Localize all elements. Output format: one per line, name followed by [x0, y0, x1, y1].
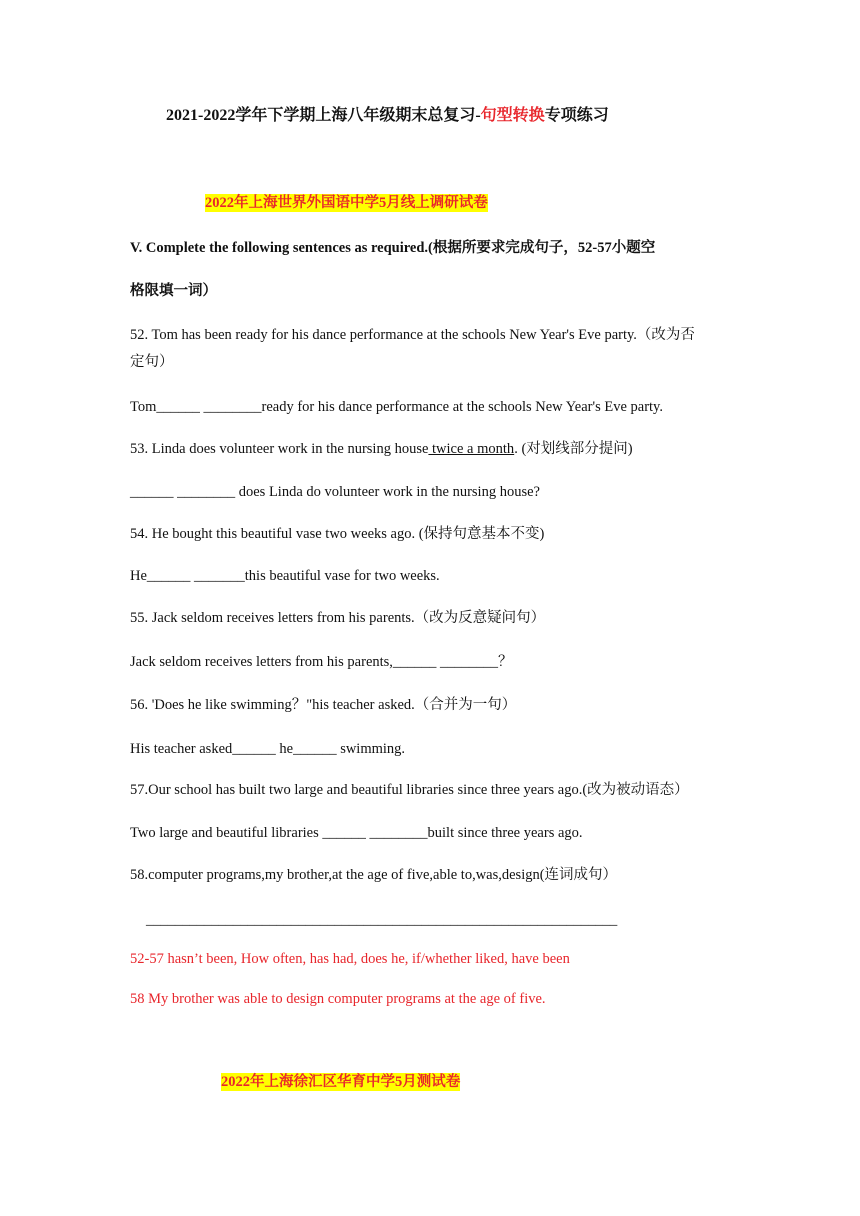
instruction-line-2: 格限填一词）	[130, 283, 217, 299]
question-53-answer-line: ______ ________ does Linda do volunteer work in the nursing house?	[130, 484, 540, 500]
title-part-1: 2021-2022学年下学期上海八年级期末总复习-	[166, 107, 481, 124]
question-55-answer-line: Jack seldom receives letters from his parents,______ ________？	[130, 654, 513, 670]
question-52-answer-line: Tom______ ________ready for his dance performance at the schools New Year's Eve party.	[130, 399, 663, 415]
title-part-2: 句型转换	[480, 107, 545, 124]
section-heading-1-text: 2022年上海世界外国语中学5月线上调研试卷	[205, 195, 488, 211]
question-56: 56. 'Does he like swimming？"his teacher asked.（合并为一句）	[130, 697, 517, 713]
section-heading-2-text: 2022年上海徐汇区华育中学5月测试卷	[221, 1074, 461, 1090]
question-58-blank: _________________________________________________________________	[146, 912, 618, 928]
question-58: 58.computer programs,my brother,at the age of five,able to,was,design(连词成句）	[130, 867, 618, 883]
question-52-line-1: 52. Tom has been ready for his dance performance at the schools New Year's Eve party.（改为否	[130, 327, 695, 343]
question-53-instruction: . (对划线部分提问)	[514, 441, 633, 457]
question-53-text: 53. Linda does volunteer work in the nursing house	[130, 441, 429, 457]
question-57: 57.Our school has built two large and beautiful libraries since three years ago.(改为被动语态）	[130, 782, 689, 798]
answer-52-57: 52-57 hasn’t been, How often, has had, does he, if/whether liked, have been	[130, 951, 570, 967]
section-heading-1	[205, 194, 488, 212]
question-53	[130, 440, 633, 458]
question-54: 54. He bought this beautiful vase two weeks ago. (保持句意基本不变)	[130, 526, 545, 542]
instruction-line-1: V. Complete the following sentences as required.(根据所要求完成句子，52-57小题空	[130, 240, 656, 256]
title-part-3: 专项练习	[544, 107, 609, 124]
document-title	[166, 107, 609, 125]
section-heading-2	[221, 1073, 460, 1091]
question-53-underlined: twice a month	[428, 441, 515, 457]
question-55: 55. Jack seldom receives letters from his parents.（改为反意疑问句）	[130, 610, 546, 626]
question-52-line-2: 定句）	[130, 354, 174, 370]
question-56-answer-line: His teacher asked______ he______ swimming.	[130, 741, 406, 757]
question-54-answer-line: He______ _______this beautiful vase for two weeks.	[130, 568, 440, 584]
question-57-answer-line: Two large and beautiful libraries ______ ________built since three years ago.	[130, 825, 583, 841]
answer-58: 58 My brother was able to design computer programs at the age of five.	[130, 991, 546, 1007]
